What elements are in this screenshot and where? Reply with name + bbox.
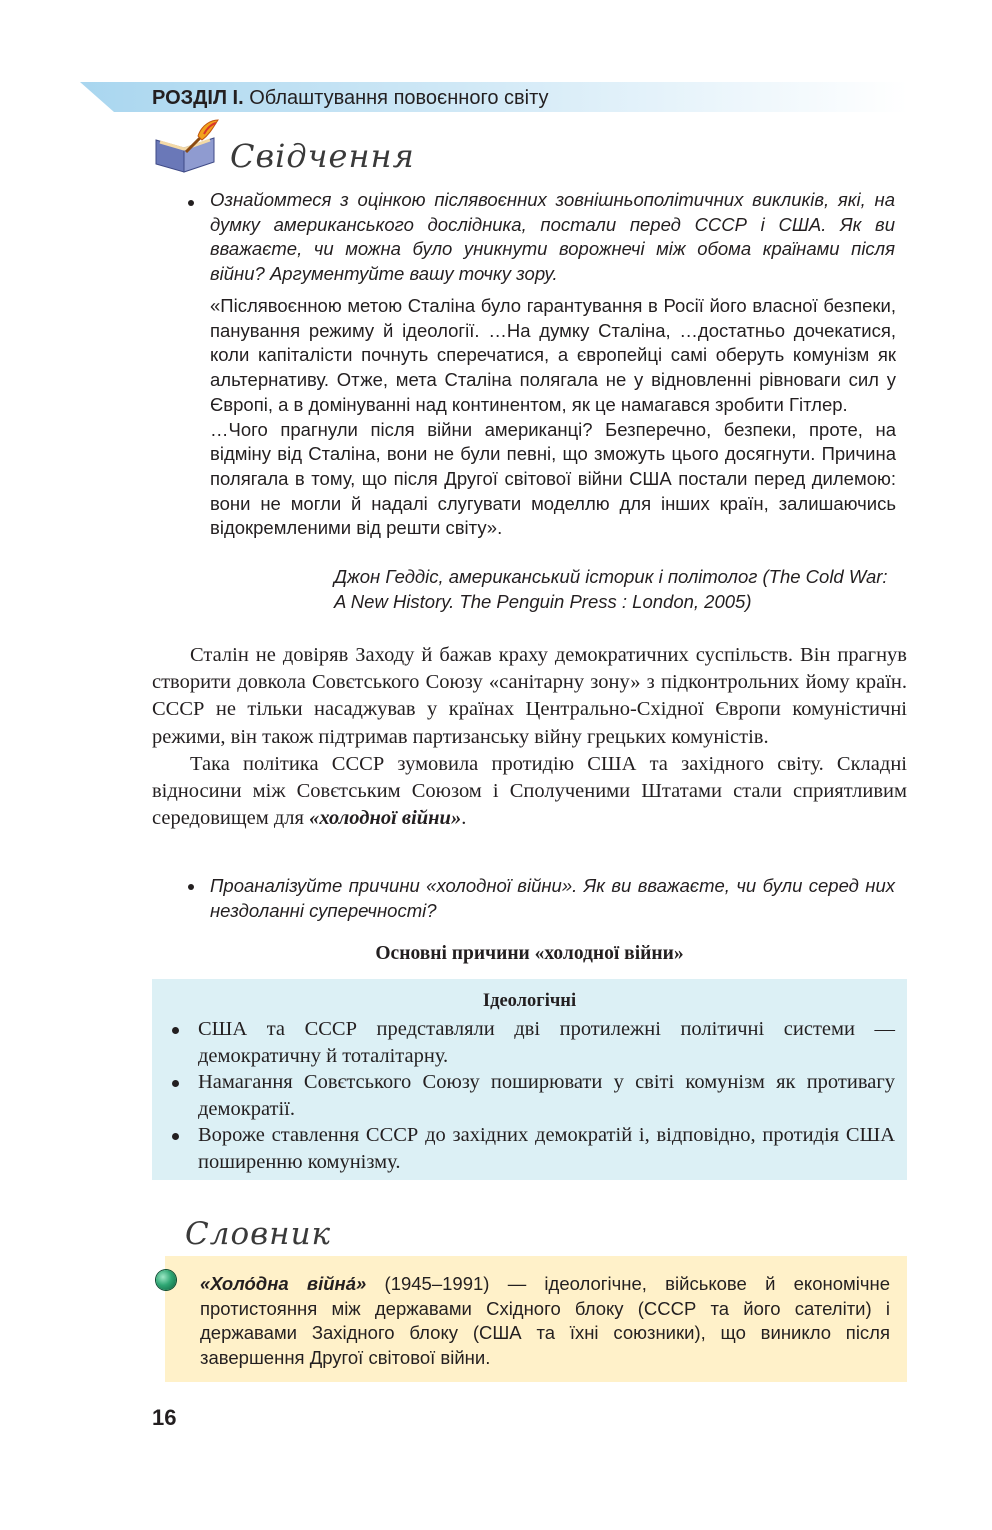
book-quill-icon [152,118,222,174]
cause-item: Намагання Совєтського Союзу поширювати у світі комунізм як противагу демократії. [198,1071,895,1120]
body-paragraph: Сталін не довіряв Заходу й бажав краху демократичних суспільств. Він прагнув створити довкола Совєтського Союзу «санітарну зону» з підконтрольних йому країн. СССР не тільки насаджував у країнах Центрально-Східної Європи комуністичні режими, він також підтримав партизанську війну грецьких комуністів. [152,644,907,748]
glossary-term: «Холо́дна війна́» [200,1273,367,1294]
bullet-icon [172,1133,179,1140]
testimony-title: Свідчення [230,137,415,175]
testimony-task: Ознайомтеся з оцінкою післявоєнних зовнішньополітичних викликів, які, на думку американського дослідника, постали перед СССР і США. Як ви вважаєте, чи можна було уникнути ворожнечі між обома країнами після війни? Аргументуйте вашу точку зору. [210,189,895,284]
causes-box [152,979,907,1180]
historian-quote [210,294,896,541]
cause-item: Вороже ставлення СССР до західних демократій і, відповідно, протидія США поширенню комунізму. [198,1124,895,1173]
causes-title: Основні причини «холодної війни» [375,943,684,964]
body-paragraph [152,751,907,833]
quote-paragraph: …Чого прагнули після війни американці? Безперечно, безпеки, проте, на відміну від Сталіна, вони не були певні, що зможуть цього досягнути. Причина полягала в тому, що після Другої світової війни США постали перед дилемою: вони не могли й надалі слугувати моделлю для інших країн, залишаючись відокремленими від решти світу». [210,418,896,539]
glossary-definition-text: (1945–1991) — ідеологічне, військове й економічне протистояння між державами Східного блоку (СССР та його сателіти) і державами Західного блоку (США та їхні союзники), що виникло після завершення Другої світової війни. [200,1273,890,1368]
section-label: РОЗДІЛ І. [152,87,244,109]
main-text [152,642,907,832]
analysis-task: Проаналізуйте причини «холодної війни». Як ви вважаєте, чи були серед них нездоланні суперечності? [210,875,895,921]
causes-heading: Ідеологічні [482,991,577,1011]
cause-item: США та СССР представляли дві протилежні політичні системи — демократичну й тоталітарну. [198,1018,895,1067]
quote-citation: Джон Геддіс, американський історик і політолог (The Cold War: A New History. The Penguin Press : London, 2005) [334,566,888,612]
section-header [152,85,548,111]
bullet-icon [188,884,194,890]
quote-paragraph: «Післявоєнною метою Сталіна було гарантування в Росії його власної безпеки, панування режиму й ідеології. …На думку Сталіна, …достатньо дочекатися, коли капіталісти почнуть сперечатися, а європейці самі оберуть комунізм як альтернативу. Отже, мета Сталіна полягала не у відновленні рівноваги сил у Європі, а в домінуванні над континентом, як це намагався зробити Гітлер. [210,295,896,415]
bullet-icon [172,1080,179,1087]
bullet-icon [188,200,194,206]
body-text-span: . [461,807,467,830]
glossary-definition [200,1272,890,1370]
glossary-title: Словник [185,1216,332,1252]
section-title: Облаштування повоєнного світу [249,87,549,109]
key-term: «холодної війни» [309,807,462,830]
page-number: 16 [152,1405,177,1430]
glossary-marker-icon [156,1270,176,1290]
body-text-span: Така політика СССР зумовила протидію США та західного світу. Складні відносини між Совєтським Союзом і Сполученими Штатами стали сприятливим середовищем для [152,752,907,830]
bullet-icon [172,1027,179,1034]
